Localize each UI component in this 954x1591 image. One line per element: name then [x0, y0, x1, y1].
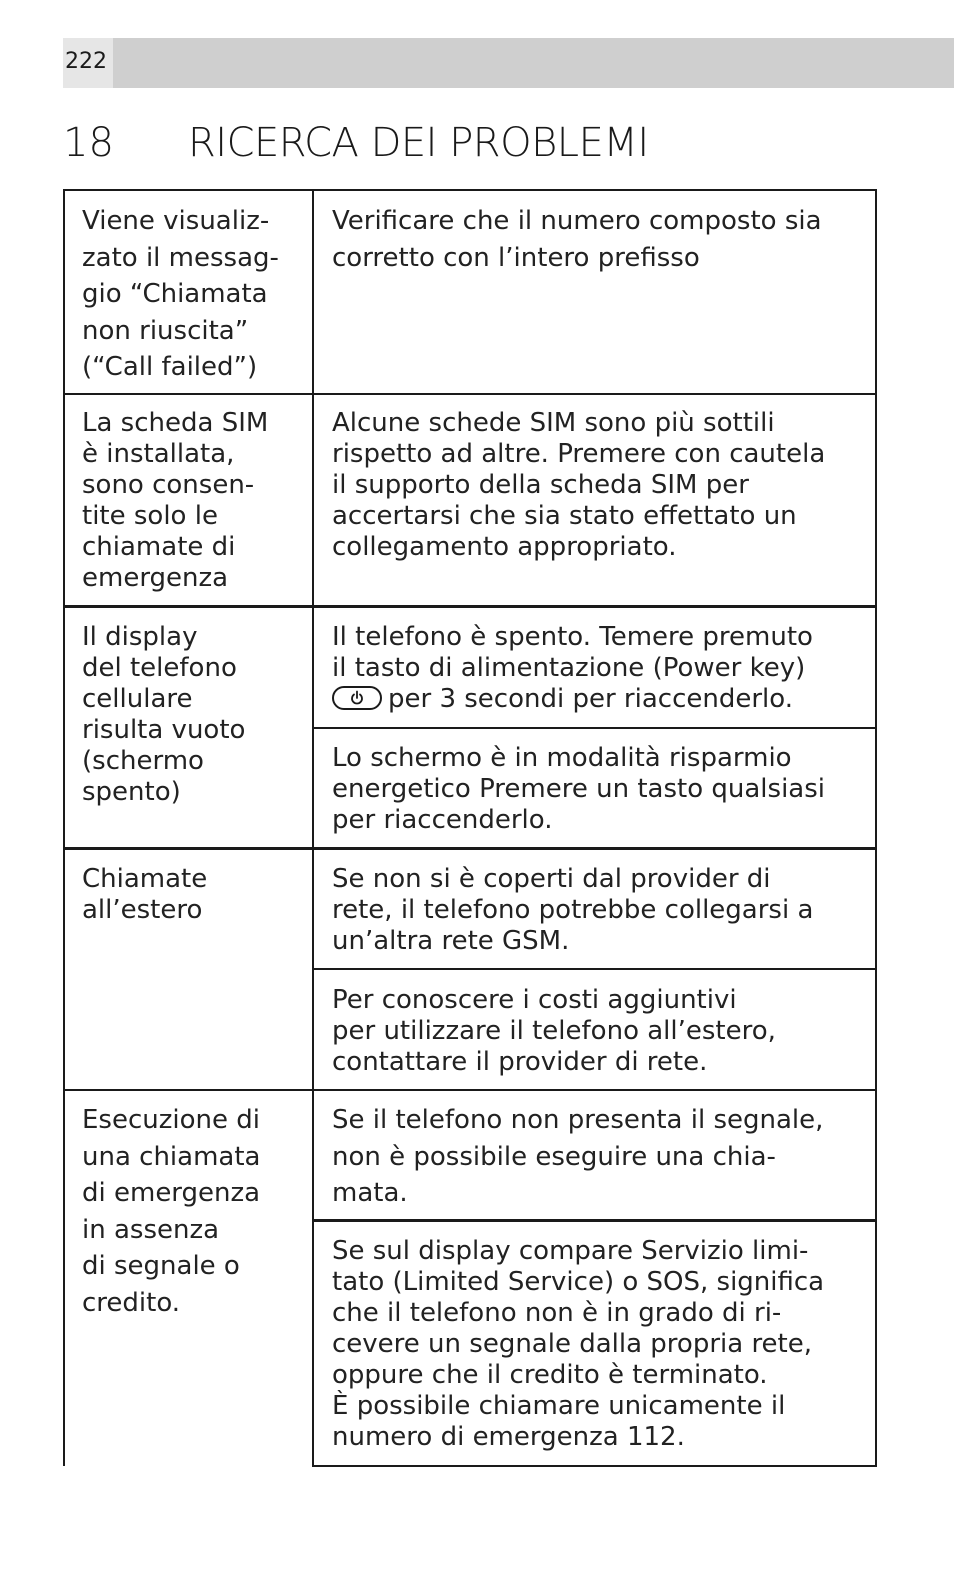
- problem-line: tite solo le: [82, 501, 218, 531]
- solution-line: oppure che il credito è terminato.: [332, 1360, 768, 1390]
- solution-line: rispetto ad altre. Premere con cautela: [332, 439, 826, 469]
- row-divider-4: [63, 1089, 877, 1091]
- problem-line: non riuscita”: [82, 315, 249, 346]
- table-border-left: [63, 189, 65, 1466]
- problem-line: cellulare: [82, 684, 193, 714]
- solution-cell: [332, 743, 825, 836]
- page-number: 222: [65, 49, 107, 74]
- solution-line: tato (Limited Service) o SOS, significa: [332, 1267, 825, 1297]
- problem-line: Esecuzione di: [82, 1105, 260, 1135]
- problem-line: gio “Chiamata: [82, 279, 268, 309]
- solution-line: accertarsi che sia stato effettato un: [332, 501, 797, 531]
- solution-line: per 3 secondi per riaccenderlo.: [388, 684, 793, 714]
- problem-line: è installata,: [82, 439, 235, 469]
- problem-line: Chiamate: [82, 864, 208, 894]
- problem-cell: [82, 1102, 260, 1321]
- problem-line: chiamate di: [82, 532, 236, 562]
- solution-line: Se sul display compare Servizio limi-: [332, 1236, 809, 1266]
- chapter-title: RICERCA DEI PROBLEMI: [188, 120, 649, 166]
- problem-cell: [82, 864, 207, 926]
- table-column-divider: [312, 189, 314, 1467]
- solution-line: energetico Premere un tasto qualsiasi: [332, 774, 825, 804]
- solution-line: Verificare che il numero composto sia: [332, 206, 822, 236]
- problem-line: Viene visualiz-: [82, 206, 270, 236]
- table-border-right: [875, 189, 877, 1467]
- chapter-number: 18: [63, 120, 114, 166]
- solution-cell: [332, 408, 825, 563]
- solution-line: per utilizzare il telefono all’estero,: [332, 1016, 776, 1046]
- problem-line: credito.: [82, 1287, 181, 1318]
- solution-line: Alcune schede SIM sono più sottili: [332, 408, 775, 438]
- solution-line: contattare il provider di rete.: [332, 1047, 708, 1077]
- sub-row-divider-5: [312, 1219, 877, 1222]
- problem-line: zato il messag-: [82, 242, 279, 273]
- solution-line: mata.: [332, 1178, 408, 1208]
- solution-line: il supporto della scheda SIM per: [332, 470, 749, 500]
- problem-line: una chiamata: [82, 1141, 261, 1172]
- solution-line: un’altra rete GSM.: [332, 926, 570, 956]
- problem-line: del telefono: [82, 653, 237, 683]
- row-divider-2: [63, 605, 877, 608]
- solution-cell: [332, 1236, 824, 1453]
- solution-line: Se il telefono non presenta il segnale,: [332, 1105, 824, 1135]
- sub-row-divider-4: [312, 968, 877, 970]
- problem-line: sono consen-: [82, 470, 255, 500]
- solution-line: corretto con l’intero prefisso: [332, 242, 700, 273]
- solution-line: numero di emergenza 112.: [332, 1422, 685, 1452]
- problem-cell: [82, 622, 245, 808]
- problem-line: (“Call failed”): [82, 352, 258, 382]
- problem-line: all’estero: [82, 895, 203, 925]
- solution-line: rete, il telefono potrebbe collegarsi a: [332, 895, 814, 925]
- table-border-top: [63, 189, 877, 191]
- solution-line: non è possibile eseguire una chia-: [332, 1141, 776, 1172]
- problem-line: (schermo: [82, 746, 204, 776]
- row-divider-1: [63, 393, 877, 395]
- table-bottom-right: [312, 1465, 877, 1467]
- problem-line: risulta vuoto: [82, 715, 246, 745]
- problem-cell: [82, 408, 268, 594]
- solution-cell: [332, 985, 776, 1078]
- solution-line: Lo schermo è in modalità risparmio: [332, 743, 792, 773]
- solution-line: che il telefono non è in grado di ri-: [332, 1298, 782, 1328]
- solution-line: Per conoscere i costi aggiuntivi: [332, 985, 737, 1015]
- row-divider-3: [63, 847, 877, 850]
- solution-cell: [332, 1102, 823, 1212]
- solution-cell: [332, 864, 813, 957]
- solution-line: Se non si è coperti dal provider di: [332, 864, 771, 894]
- solution-line: collegamento appropriato.: [332, 532, 677, 562]
- solution-cell: [332, 203, 822, 276]
- problem-line: emergenza: [82, 563, 229, 593]
- solution-line: il tasto di alimentazione (Power key): [332, 653, 806, 683]
- solution-cell: [332, 622, 813, 715]
- sub-row-divider-3: [312, 727, 877, 729]
- problem-cell: [82, 203, 279, 386]
- page-header-bar: [63, 38, 954, 88]
- problem-line: di segnale o: [82, 1251, 240, 1281]
- solution-line-with-icon: [332, 684, 813, 715]
- solution-line: per riaccenderlo.: [332, 805, 553, 835]
- solution-line: È possibile chiamare unicamente il: [332, 1391, 786, 1421]
- problem-line: spento): [82, 777, 181, 807]
- problem-line: in assenza: [82, 1214, 220, 1245]
- problem-line: di emergenza: [82, 1178, 261, 1208]
- power-icon: [332, 686, 382, 710]
- solution-line: cevere un segnale dalla propria rete,: [332, 1329, 813, 1359]
- solution-line: Il telefono è spento. Temere premuto: [332, 622, 813, 652]
- problem-line: La scheda SIM: [82, 408, 269, 438]
- problem-line: Il display: [82, 622, 198, 652]
